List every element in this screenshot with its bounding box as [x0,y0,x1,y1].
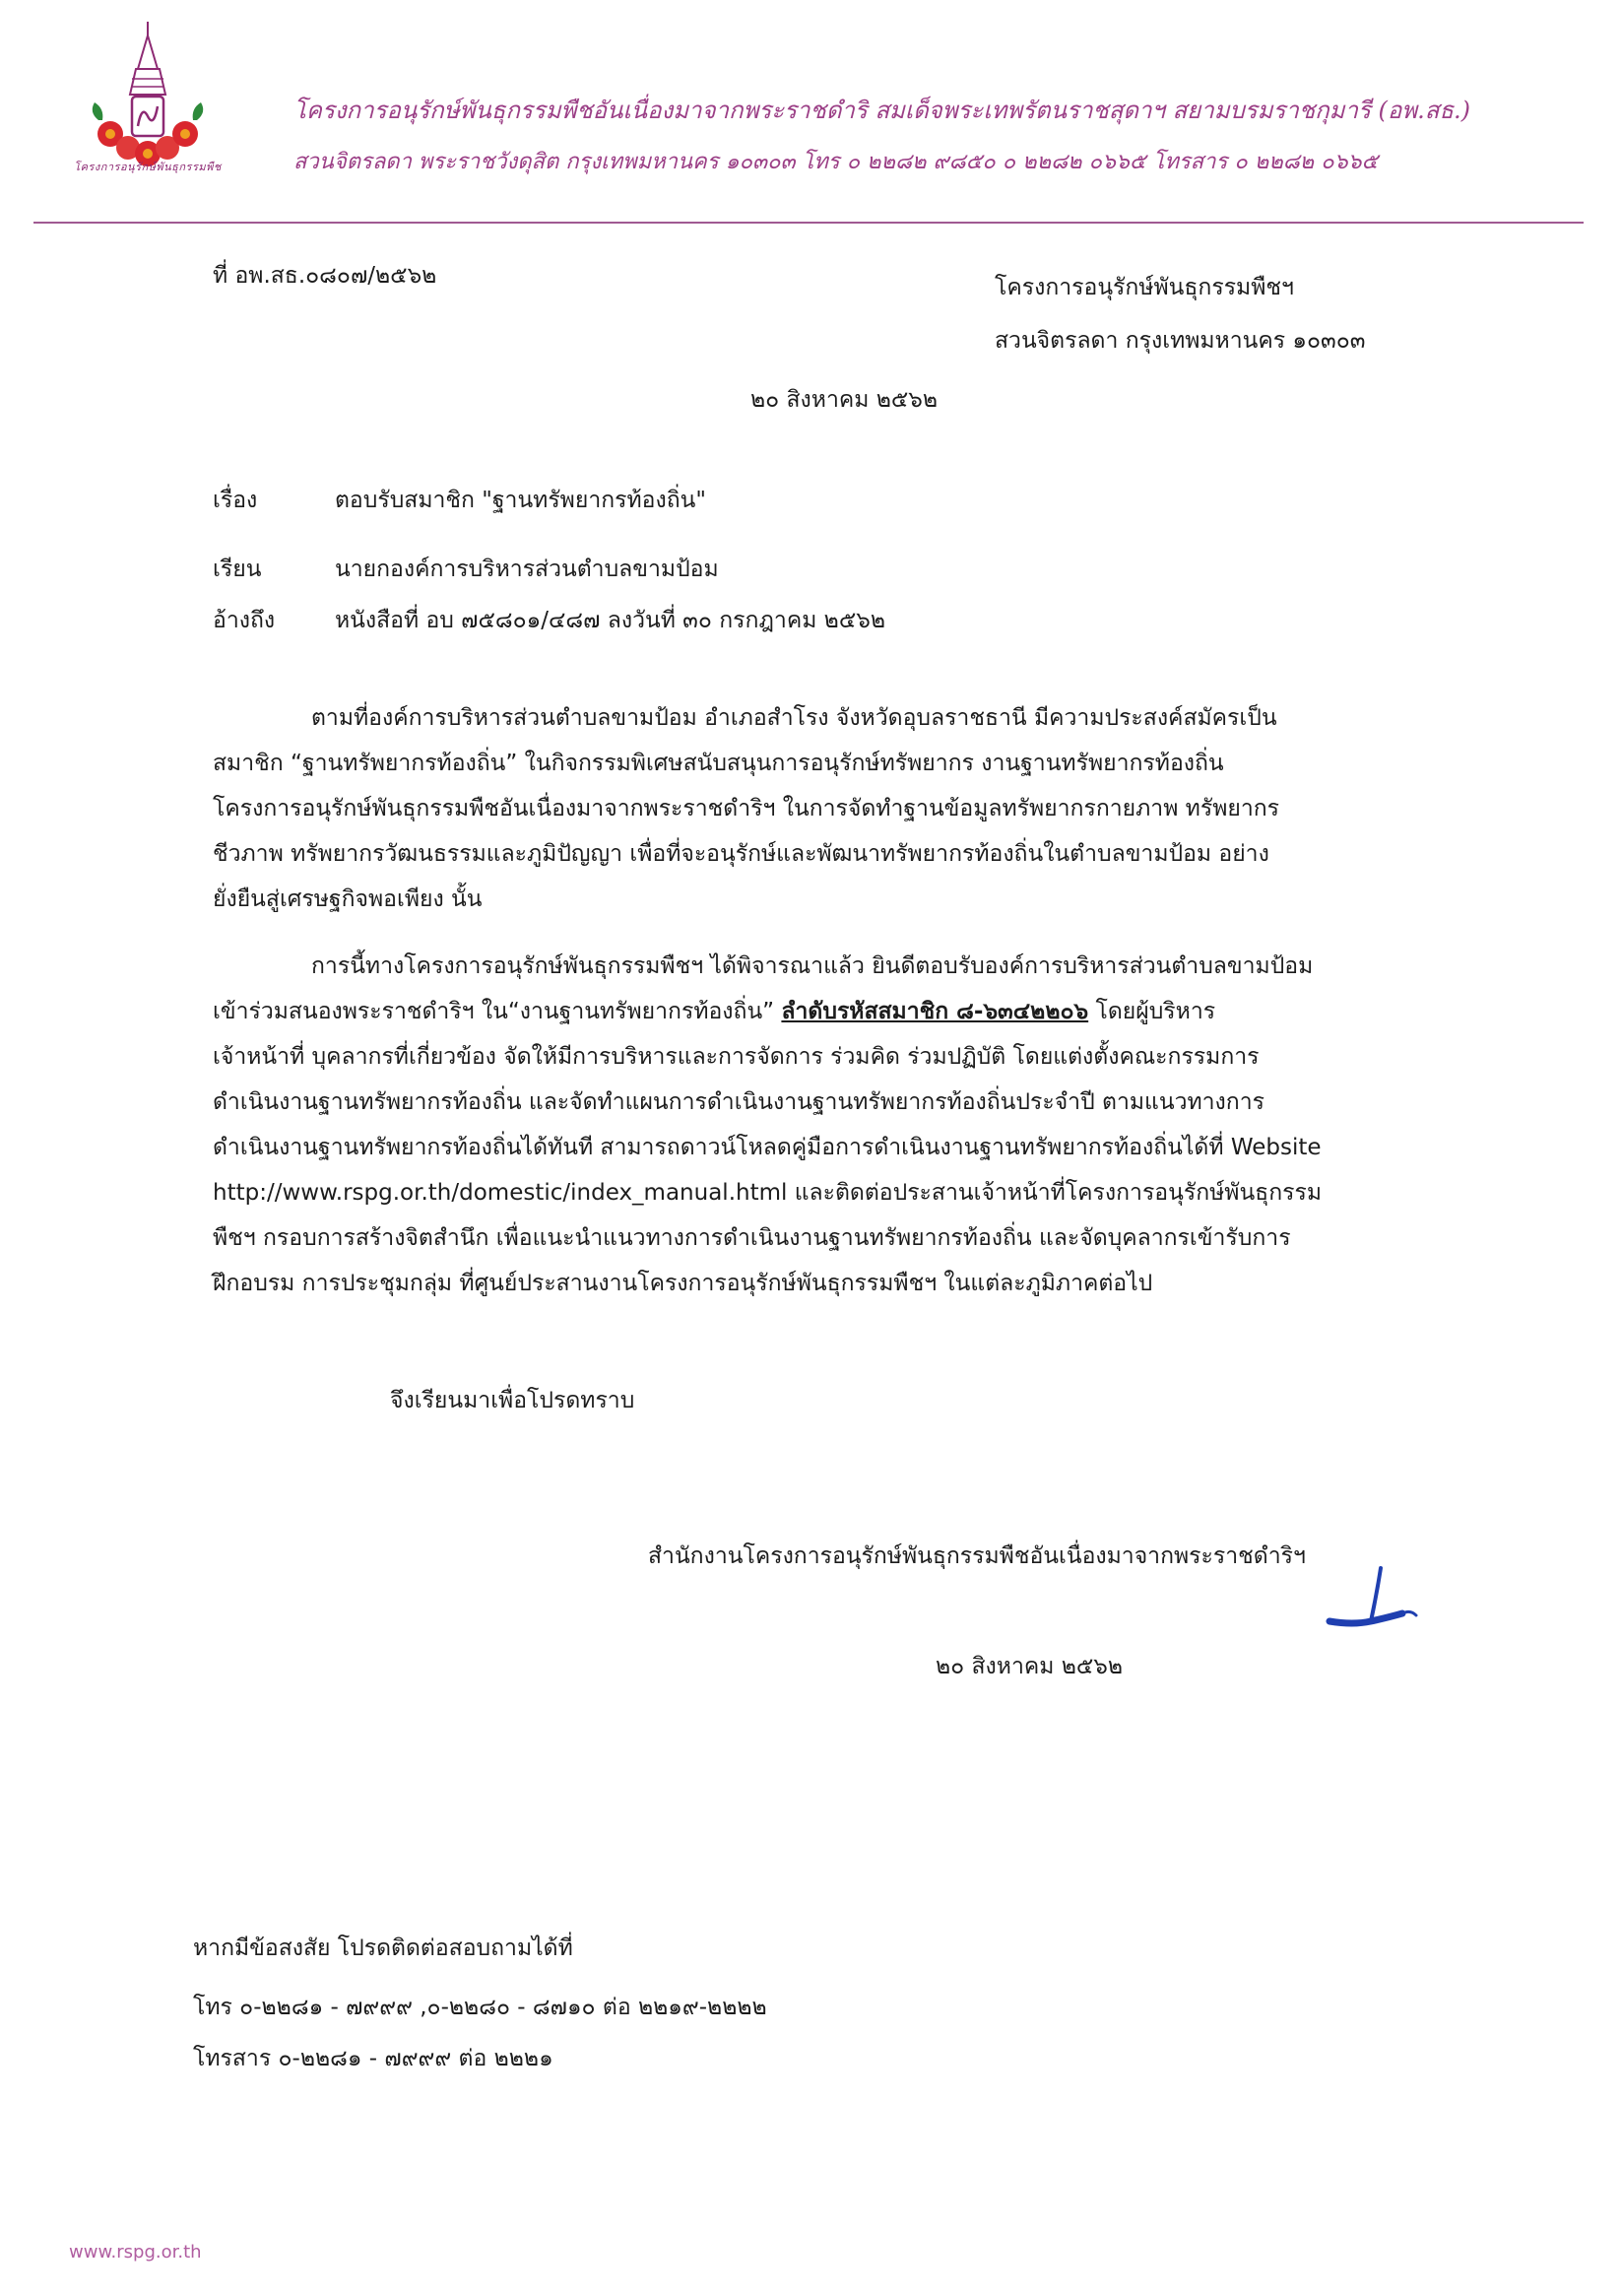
paragraph-line: สมาชิก “ฐานทรัพยากรท้องถิ่น” ในกิจกรรมพิเศษสนับสนุนการอนุรักษ์ทรัพยากร งานฐานทรัพยากรท้องถิ่น [213,751,1224,776]
contact-intro: หากมีข้อสงสัย โปรดติดต่อสอบถามได้ที่ [193,1935,573,1961]
paragraph-line: โครงการอนุรักษ์พันธุกรรมพืชอันเนื่องมาจากพระราชดำริฯ ในการจัดทำฐานข้อมูลทรัพยากรกายภาพ ทรัพยากร [213,796,1280,821]
paragraph-line: เจ้าหน้าที่ บุคลากรที่เกี่ยวข้อง จัดให้มีการบริหารและการจัดการ ร่วมคิด ร่วมปฏิบัติ โดยแต่งตั้งคณะกรรมการ [213,1044,1260,1070]
manual-url-line: http://www.rspg.or.th/domestic/index_manual.html และติดต่อประสานเจ้าหน้าที่โครงการอนุรักษ์พันธุกรรม [213,1180,1323,1206]
member-code: ลำดับรหัสสมาชิก ๘-๖๓๔๒๒๐๖ [781,999,1089,1024]
letter-date: ๒๐ สิงหาคม ๒๕๖๒ [750,387,939,413]
signature-org: สำนักงานโครงการอนุรักษ์พันธุกรรมพืชอันเนื่องมาจากพระราชดำริฯ [648,1543,1306,1569]
paragraph-fragment: เข้าร่วมสนองพระราชดำริฯ ใน“งานฐานทรัพยากรท้องถิ่น” [213,999,782,1024]
ref-label: อ้างถึง [213,608,276,633]
paragraph-line: ดำเนินงานฐานทรัพยากรท้องถิ่น และจัดทำแผนการดำเนินงานฐานทรัพยากรท้องถิ่นประจำปี ตามแนวทางการ [213,1089,1264,1115]
paragraph-line: การนี้ทางโครงการอนุรักษ์พันธุกรรมพืชฯ ได้พิจารณาแล้ว ยินดีตอบรับองค์การบริหารส่วนตำบลขามป้อม [311,953,1314,979]
paragraph-line: พืชฯ กรอบการสร้างจิตสำนึก เพื่อแนะนำแนวทางการดำเนินงานฐานทรัพยากรท้องถิ่น และจัดบุคลากรเข้ารับการ [213,1225,1291,1251]
paragraph-line [213,989,1483,1034]
paragraph-line: ตามที่องค์การบริหารส่วนตำบลขามป้อม อำเภอสำโรง จังหวัดอุบลราชธานี มีความประสงค์สมัครเป็น [311,705,1277,731]
closing-phrase: จึงเรียนมาเพื่อโปรดทราบ [390,1388,635,1413]
crest-caption: โครงการอนุรักษ์พันธุกรรมพืช [74,161,222,173]
sender-name: โครงการอนุรักษ์พันธุกรรมพืชฯ [995,275,1294,300]
subject-value: ตอบรับสมาชิก "ฐานทรัพยากรท้องถิ่น" [335,488,706,513]
contact-fax: โทรสาร ๐-๒๒๘๑ - ๗๙๙๙ ต่อ ๒๒๒๑ [193,2046,553,2071]
paragraph-line: ชีวภาพ ทรัพยากรวัฒนธรรมและภูมิปัญญา เพื่อที่จะอนุรักษ์และพัฒนาทรัพยากรท้องถิ่นในตำบลขามป้อม อย่าง [213,841,1269,867]
to-value: นายกองค์การบริหารส่วนตำบลขามป้อม [335,557,719,582]
contact-phone: โทร ๐-๒๒๘๑ - ๗๙๙๙ ,๐-๒๒๘๐ - ๘๗๑๐ ต่อ ๒๒๑๙-๒๒๒๒ [193,1995,767,2020]
paragraph-line: ยั่งยืนสู่เศรษฐกิจพอเพียง นั้น [213,886,483,912]
letterhead-divider [33,222,1584,224]
body-paragraph-2 [213,944,1483,1306]
ref-value: หนังสือที่ อบ ๗๕๘๐๑/๔๘๗ ลงวันที่ ๓๐ กรกฎาคม ๒๕๖๒ [335,608,886,633]
handwritten-signature [1320,1564,1428,1643]
signature-date: ๒๐ สิงหาคม ๒๕๖๒ [936,1654,1124,1679]
paragraph-line: ดำเนินงานฐานทรัพยากรท้องถิ่นได้ทันที สามารถดาวน์โหลดคู่มือการดำเนินงานฐานทรัพยากรท้องถิ่นได้ที่ Website [213,1135,1322,1160]
subject-label: เรื่อง [213,488,258,513]
reference-number: ที่ อพ.สธ.๐๘๐๗/๒๕๖๒ [213,263,437,289]
to-label: เรียน [213,557,262,582]
paragraph-fragment: โดยผู้บริหาร [1088,999,1216,1024]
footer-website: www.rspg.or.th [69,2242,202,2263]
letterhead-org: โครงการอนุรักษ์พันธุกรรมพืชอันเนื่องมาจากพระราชดำริ สมเด็จพระเทพรัตนราชสุดาฯ สยามบรมราชกุมารี (อพ.สธ.) [293,97,1470,124]
paragraph-line: ฝึกอบรม การประชุมกลุ่ม ที่ศูนย์ประสานงานโครงการอนุรักษ์พันธุกรรมพืชฯ ในแต่ละภูมิภาคต่อไป [213,1271,1153,1296]
body-paragraph-1 [213,695,1483,922]
letterhead-address: สวนจิตรลดา พระราชวังดุสิต กรุงเทพมหานคร ๑๐๓๐๓ โทร ๐ ๒๒๘๒ ๙๘๕๐ ๐ ๒๒๘๒ ๐๖๖๕ โทรสาร ๐ ๒๒๘๒ ๐๖๖๕ [293,150,1379,174]
sender-address: สวนจิตรลดา กรุงเทพมหานคร ๑๐๓๐๓ [995,328,1366,354]
